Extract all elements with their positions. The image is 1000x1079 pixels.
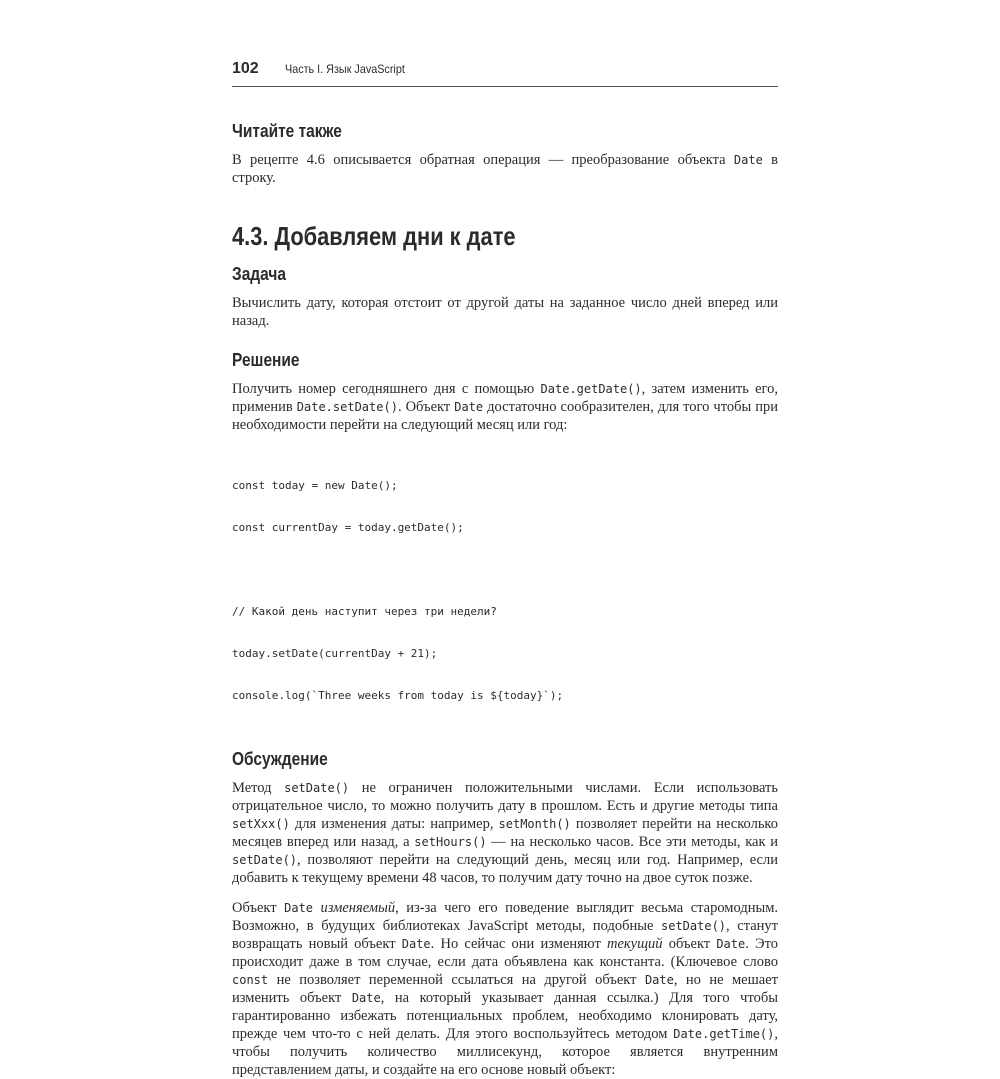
inline-code: setDate() <box>232 853 298 867</box>
inline-code: Date.getTime() <box>673 1027 775 1041</box>
discussion-paragraph-2: Объект Date изменяемый, из-за чего его поведение выглядит весьма старомодным. Возможно, в будущих библиотеках JavaScript методы, подобные setDate(), станут возвращать новый объект Date. Но сейчас они изменяют текущий объект Date. Это происходит даже в том случае, если дата объявлена как константа. (Ключевое слово const не позволяет переменной ссылаться на другой объект Date, но не мешает изменить объект Date, на который указывает данная ссылка.) Для того чтобы гарантированно избежать потенциальных проблем, необходимо клонировать дату, прежде чем что-то с ней делать. Для этого воспользуйтесь методом Date.getTime(), чтобы получить количество миллисекунд, которое является внутренним представлением даты, и создайте на его основе новый объект: <box>232 900 779 1078</box>
solution-paragraph: Получить номер сегодняшнего дня с помощью Date.getDate(), затем изменить его, применив Date.setDate(). Объект Date достаточно сообразителен, для того чтобы при необходимости перейти на следующий месяц или год: <box>232 381 779 433</box>
solution-heading: Решение <box>232 350 300 370</box>
see-also-paragraph: В рецепте 4.6 описывается обратная операция — преобразование объекта Date в строку. <box>232 152 778 186</box>
code-line: today.setDate(currentDay + 21); <box>232 647 438 660</box>
inline-code: setHours() <box>414 835 487 849</box>
code-line: // Какой день наступит через три недели? <box>232 605 497 618</box>
inline-code: Date <box>401 937 431 951</box>
problem-heading: Задача <box>232 264 286 284</box>
chapter-title: Часть I. Язык JavaScript <box>284 62 405 76</box>
problem-paragraph: Вычислить дату, которая отстоит от другой даты на заданное число дней вперед или назад. <box>232 295 778 329</box>
italic-term: изменяемый <box>320 900 396 916</box>
running-head <box>232 60 778 87</box>
code-line: const currentDay = today.getDate(); <box>232 521 464 534</box>
inline-code: Date <box>716 937 746 951</box>
inline-code: setMonth() <box>498 817 571 831</box>
inline-code: setDate() <box>284 781 350 795</box>
code-listing <box>232 451 778 731</box>
inline-code: Date <box>351 991 381 1005</box>
inline-code: Date <box>284 901 314 915</box>
code-line: console.log(`Three weeks from today is ${today}`); <box>232 689 564 702</box>
inline-code: setDate() <box>661 919 727 933</box>
inline-code: Date.getDate() <box>540 382 642 396</box>
code-line <box>232 563 778 577</box>
book-page <box>232 60 778 1079</box>
inline-code: setXxx() <box>232 817 290 831</box>
inline-code: Date <box>644 973 674 987</box>
inline-code: Date.setDate() <box>296 400 398 414</box>
page-number: 102 <box>232 60 259 77</box>
italic-term: текущий <box>606 936 663 952</box>
discussion-heading: Обсуждение <box>232 749 328 769</box>
discussion-paragraph-1: Метод setDate() не ограничен положительными числами. Если использовать отрицательное число, то можно получить дату в прошлом. Есть и другие методы типа setXxx() для изменения даты: например, setMonth() позволяет перейти на несколько месяцев вперед или назад, а setHours() — на несколько часов. Все эти методы, как и setDate(), позволяют перейти на следующий день, месяц или год. Например, если добавить к текущему времени 48 часов, то получим дату точно на двое суток позже. <box>232 780 778 886</box>
see-also-heading: Читайте также <box>232 121 342 141</box>
inline-code: const <box>232 973 269 987</box>
recipe-title: 4.3. Добавляем дни к дате <box>232 221 516 251</box>
inline-code: Date <box>733 153 763 167</box>
code-line: const today = new Date(); <box>232 479 398 492</box>
inline-code: Date <box>454 400 484 414</box>
